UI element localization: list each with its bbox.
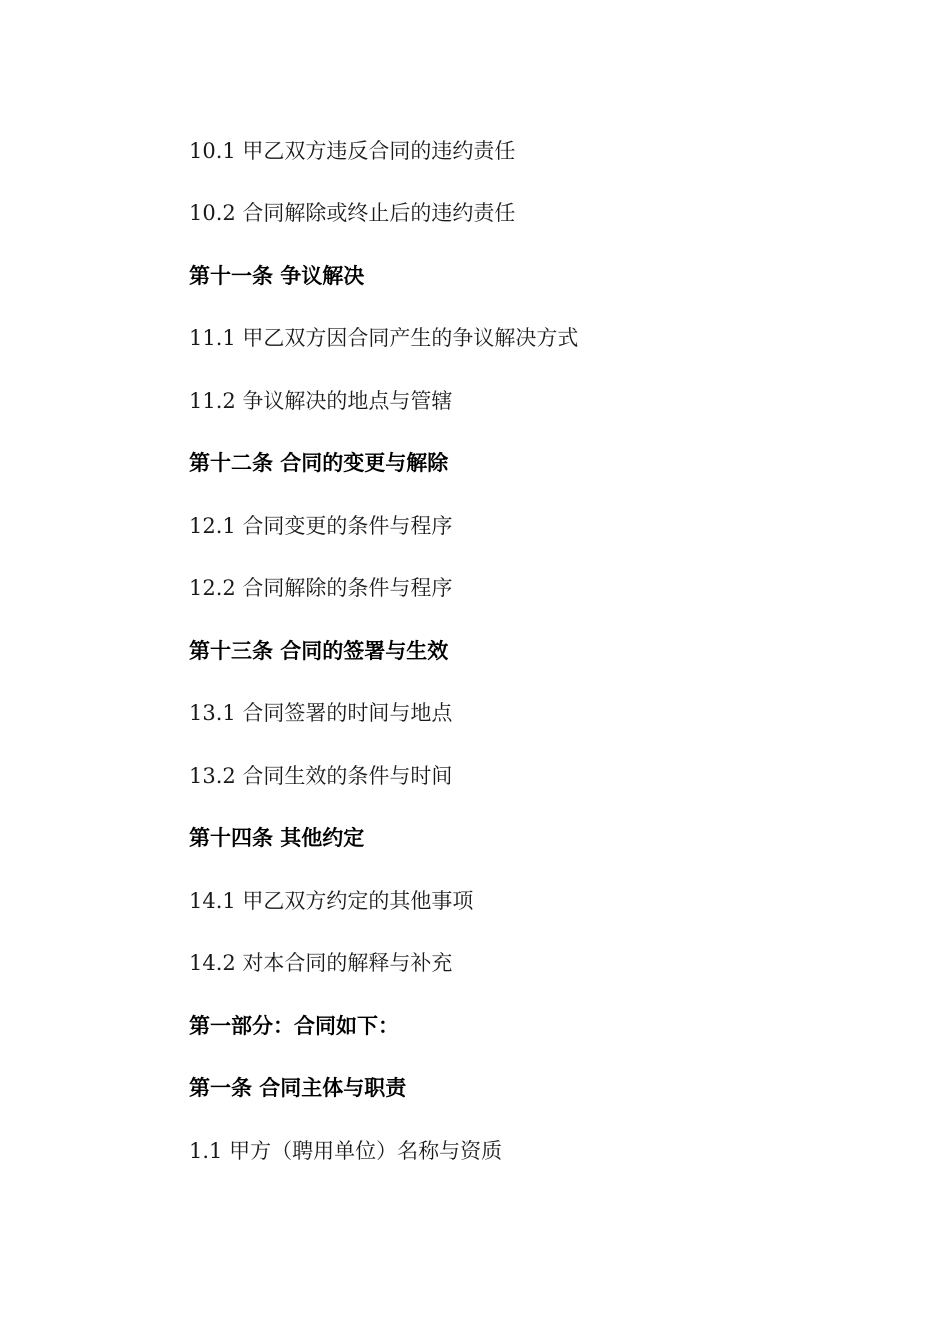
clause-12-1: 12.1 合同变更的条件与程序 <box>189 514 453 538</box>
clause-14-2: 14.2 对本合同的解释与补充 <box>189 951 453 975</box>
article-1-heading: 第一条 合同主体与职责 <box>189 1076 407 1100</box>
clause-12-2: 12.2 合同解除的条件与程序 <box>189 576 453 600</box>
clause-11-2: 11.2 争议解决的地点与管辖 <box>189 389 453 413</box>
part-one-heading: 第一部分：合同如下： <box>189 1014 399 1038</box>
clause-1-1: 1.1 甲方（聘用单位）名称与资质 <box>189 1139 503 1163</box>
article-12-heading: 第十二条 合同的变更与解除 <box>189 451 449 475</box>
clause-13-1: 13.1 合同签署的时间与地点 <box>189 701 453 725</box>
clause-10-1: 10.1 甲乙双方违反合同的违约责任 <box>189 139 516 163</box>
article-13-heading: 第十三条 合同的签署与生效 <box>189 639 449 663</box>
clause-11-1: 11.1 甲乙双方因合同产生的争议解决方式 <box>189 326 579 350</box>
clause-14-1: 14.1 甲乙双方约定的其他事项 <box>189 889 474 913</box>
clause-10-2: 10.2 合同解除或终止后的违约责任 <box>189 201 516 225</box>
clause-13-2: 13.2 合同生效的条件与时间 <box>189 764 453 788</box>
article-14-heading: 第十四条 其他约定 <box>189 826 365 850</box>
article-11-heading: 第十一条 争议解决 <box>189 264 365 288</box>
